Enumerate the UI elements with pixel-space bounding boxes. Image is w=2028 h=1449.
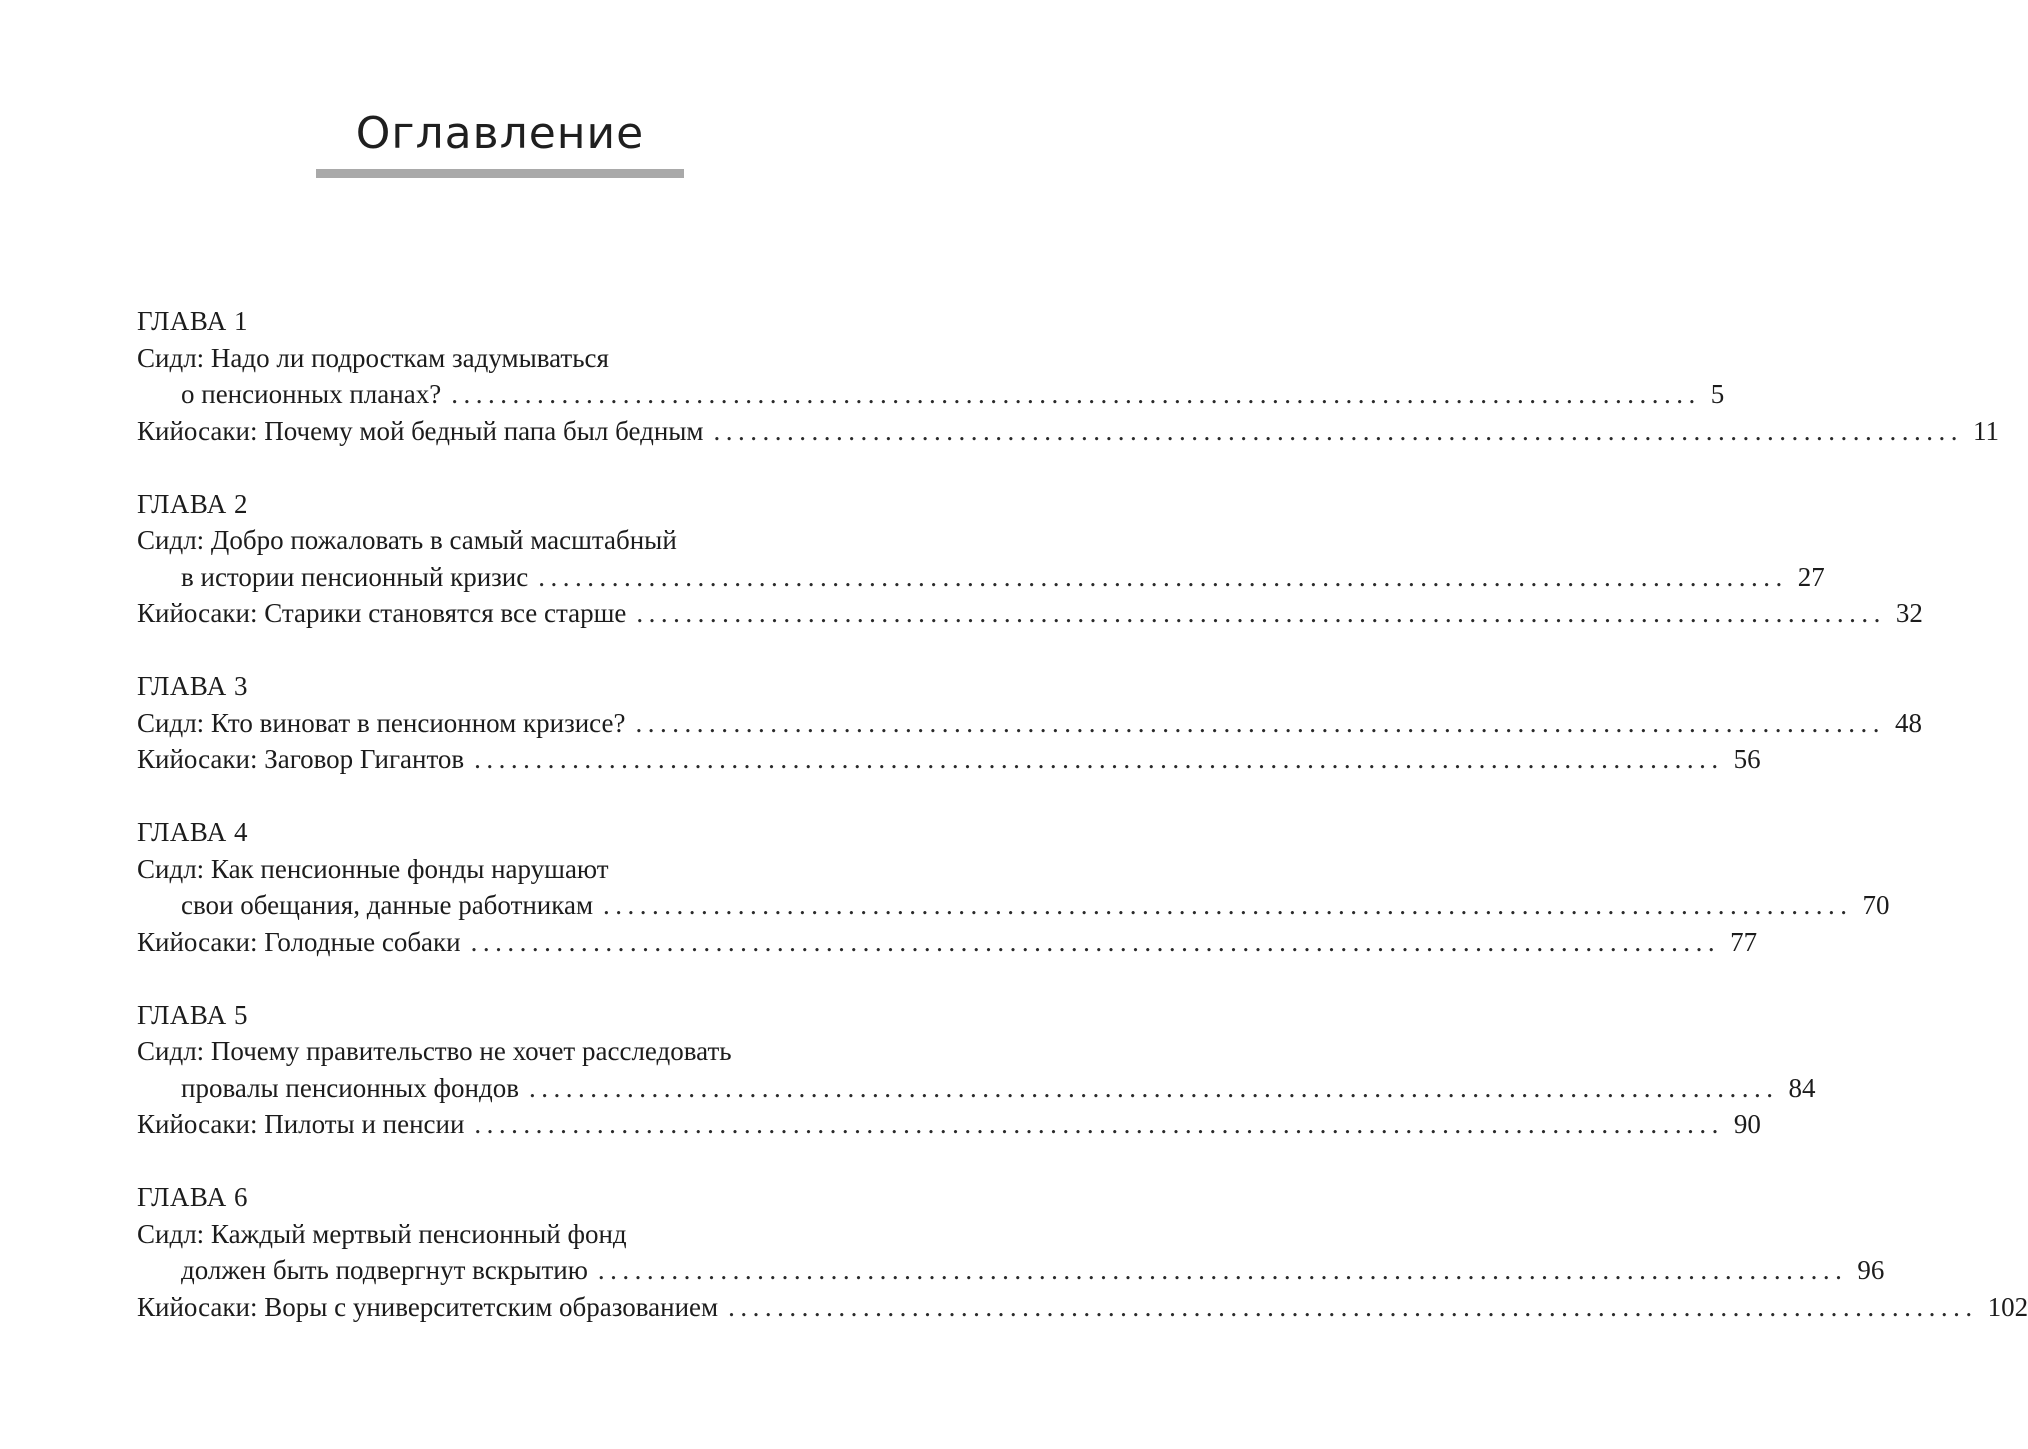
toc-entry-title: Кийосаки: Старики становятся все старше	[137, 598, 627, 628]
page-number: 32	[1895, 598, 1923, 628]
toc-entry-title: Кийосаки: Заговор Гигантов	[137, 744, 465, 774]
toc-chapter	[137, 303, 1999, 449]
page-number: 11	[1973, 415, 1999, 446]
toc-entry-title: Кийосаки: Голодные собаки	[137, 926, 461, 957]
toc-entry-line: Сидл: Надо ли подросткам задумываться	[137, 342, 609, 373]
toc-entry[interactable]	[137, 741, 1761, 778]
dot-leader: ......................................................................................................	[470, 926, 1721, 957]
toc-entry-title: о пенсионных планах?	[181, 379, 442, 409]
toc-entry-line: Сидл: Почему правительство не хочет расследовать	[137, 1036, 732, 1066]
toc-entry-title: Кийосаки: Почему мой бедный папа был бедным	[137, 415, 704, 446]
page-number: 27	[1797, 561, 1825, 592]
toc-entry-line: Сидл: Добро пожаловать в самый масштабный	[137, 525, 677, 555]
toc-entry-title: провалы пенсионных фондов	[181, 1072, 519, 1103]
dot-leader: ......................................................................................................	[528, 1072, 1779, 1103]
dot-leader: ......................................................................................................	[603, 890, 1853, 920]
chapter-heading: ГЛАВА 1	[137, 306, 248, 336]
chapter-heading: ГЛАВА 3	[137, 671, 248, 701]
page-number: 96	[1857, 1255, 1885, 1285]
toc-entry[interactable]	[137, 559, 1825, 596]
toc-chapter	[137, 668, 1922, 778]
page-number: 5	[1710, 379, 1725, 409]
toc-entry[interactable]	[137, 1106, 1761, 1143]
dot-leader: ......................................................................................................	[474, 1109, 1724, 1139]
dot-leader: ......................................................................................................	[728, 1291, 1978, 1322]
page-number: 48	[1894, 707, 1922, 738]
toc-entry[interactable]	[137, 376, 1725, 413]
page-number: 84	[1788, 1072, 1816, 1103]
toc-chapter	[137, 1179, 2028, 1325]
toc-entry[interactable]	[137, 1252, 1885, 1289]
toc-entry[interactable]	[137, 1070, 1816, 1107]
dot-leader: ......................................................................................................	[474, 744, 1724, 774]
dot-leader: ......................................................................................................	[538, 561, 1788, 592]
table-of-contents	[137, 303, 2028, 1362]
chapter-heading: ГЛАВА 2	[137, 488, 248, 519]
dot-leader: ......................................................................................................	[713, 415, 1963, 446]
toc-chapter	[137, 997, 1816, 1143]
dot-leader: ......................................................................................................	[597, 1255, 1848, 1285]
page-number: 90	[1733, 1109, 1761, 1139]
page-number: 77	[1730, 926, 1758, 957]
dot-leader: ......................................................................................................	[635, 707, 1885, 738]
toc-entry-line: Сидл: Как пенсионные фонды нарушают	[137, 853, 609, 884]
chapter-heading: ГЛАВА 5	[137, 999, 248, 1030]
toc-entry[interactable]	[137, 887, 1890, 924]
toc-entry-title: в истории пенсионный кризис	[181, 561, 529, 592]
toc-entry-title: свои обещания, данные работникам	[181, 890, 594, 920]
toc-entry-title: Сидл: Кто виноват в пенсионном кризисе?	[137, 707, 626, 738]
page-title: Оглавление	[355, 108, 645, 159]
toc-chapter	[137, 814, 1890, 960]
toc-entry-title: Кийосаки: Пилоты и пенсии	[137, 1109, 465, 1139]
toc-entry-line: Сидл: Каждый мертвый пенсионный фонд	[137, 1218, 627, 1249]
toc-entry[interactable]	[137, 413, 1999, 450]
page-number: 56	[1733, 744, 1761, 774]
toc-entry[interactable]	[137, 924, 1758, 961]
toc-entry-title: должен быть подвергнут вскрытию	[181, 1255, 588, 1285]
toc-entry-title: Кийосаки: Воры с университетским образованием	[137, 1291, 719, 1322]
page-number: 102	[1987, 1291, 2028, 1322]
toc-entry[interactable]	[137, 1289, 2028, 1326]
chapter-heading: ГЛАВА 4	[137, 817, 248, 847]
toc-chapter	[137, 486, 1923, 632]
dot-leader: ......................................................................................................	[451, 379, 1701, 409]
dot-leader: ......................................................................................................	[636, 598, 1886, 628]
chapter-heading: ГЛАВА 6	[137, 1182, 248, 1212]
toc-entry[interactable]	[137, 595, 1923, 632]
title-underline	[316, 169, 684, 178]
toc-entry[interactable]	[137, 705, 1922, 742]
page-number: 70	[1862, 890, 1890, 920]
